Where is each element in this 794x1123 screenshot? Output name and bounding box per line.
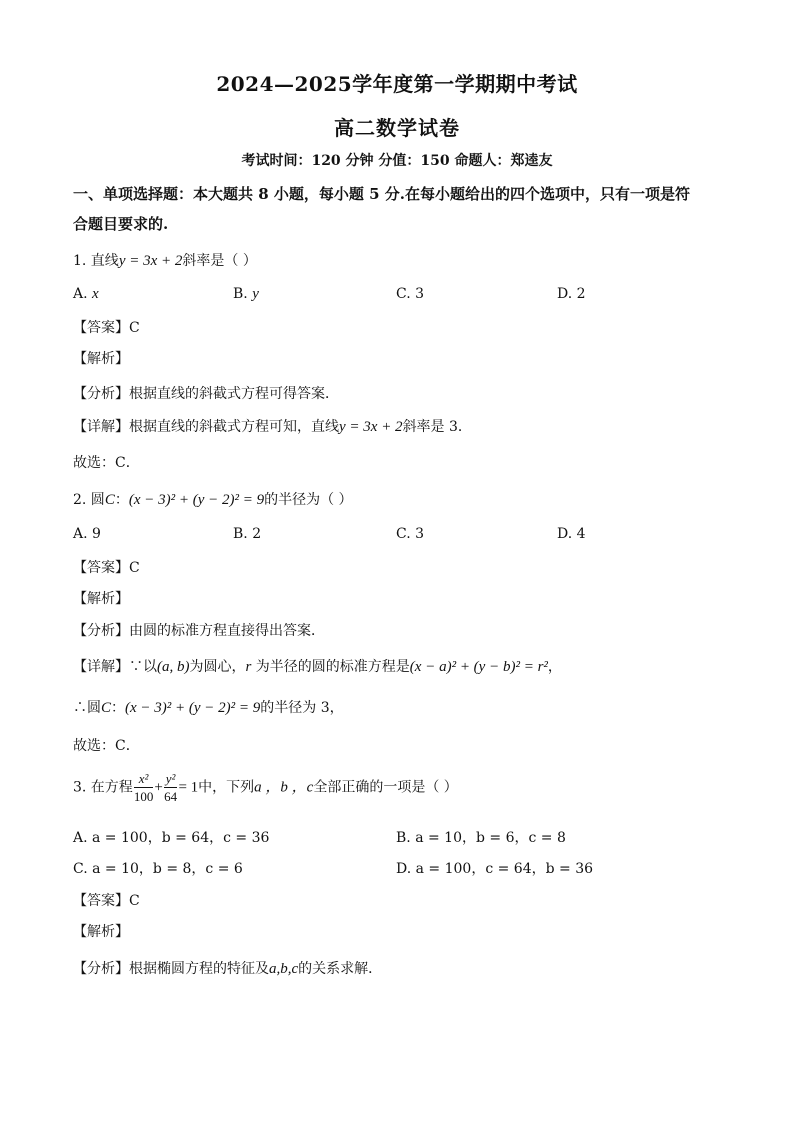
- q2-answer: 【答案】C: [73, 560, 140, 576]
- q3-option-c: C. a = 10，b = 8，c = 6: [73, 861, 243, 877]
- q1-stem: [73, 250, 257, 270]
- q1-eq: y = 3x + 2: [118, 253, 183, 269]
- q1-option-a: A. x: [73, 286, 99, 302]
- q1-tail: 斜率是（ ）: [182, 253, 257, 269]
- section-heading-line1: 一、单项选择题：本大题共 8 小题，每小题 5 分.在每小题给出的四个选项中，只有一项是符: [73, 185, 690, 203]
- q2-fenxi: 【分析】由圆的标准方程直接得出答案．: [73, 623, 325, 639]
- q1-answer: 【答案】C: [73, 320, 140, 336]
- exam-title: 2024—2025学年度第一学期期中考试: [216, 72, 578, 96]
- q2-choose: 故选：C．: [73, 738, 140, 754]
- q2-option-a: A. 9: [73, 526, 101, 542]
- exam-subtitle: 高二数学试卷: [334, 116, 460, 140]
- q1-num: 1. 直线: [73, 253, 119, 269]
- q1-option-d: D. 2: [557, 286, 586, 302]
- q1-detail: 【详解】根据直线的斜截式方程可知，直线y = 3x + 2斜率是 3．: [73, 419, 472, 435]
- q2-stem: 2. 圆C：(x − 3)² + (y − 2)² = 9的半径为（ ）: [73, 492, 353, 508]
- exam-meta: 考试时间：120 分钟 分值：150 命题人：郑逵友: [241, 153, 553, 169]
- q3-option-d: D. a = 100，c = 64，b = 36: [396, 861, 594, 877]
- q1-option-b: B. y: [233, 286, 259, 302]
- q2-detail: 【详解】∵以(a, b)为圆心，r 为半径的圆的标准方程是(x − a)² + (y − b)² = r²，: [73, 659, 562, 675]
- section-heading-line2: 合题目要求的.: [73, 215, 169, 233]
- q1-option-c: C. 3: [396, 286, 425, 302]
- q2-option-b: B. 2: [233, 526, 262, 542]
- q3-frac-y: $\frac{\text{y²}}{64}$: [164, 771, 178, 804]
- q2-option-c: C. 3: [396, 526, 425, 542]
- q3-option-a: A. a = 100，b = 64，c = 36: [73, 830, 270, 846]
- q3-fenxi: 【分析】根据椭圆方程的特征及a,b,c的关系求解．: [73, 961, 383, 977]
- q3-analysis-tag: 【解析】: [73, 924, 129, 940]
- q1-fenxi: 【分析】根据直线的斜截式方程可得答案．: [73, 386, 339, 402]
- q2-therefore: ∴圆C：(x − 3)² + (y − 2)² = 9的半径为 3，: [73, 700, 344, 716]
- q1-analysis-tag: 【解析】: [73, 351, 129, 367]
- q3-option-b: B. a = 10，b = 6，c = 8: [396, 830, 566, 846]
- q2-option-d: D. 4: [557, 526, 586, 542]
- q3-answer: 【答案】C: [73, 893, 140, 909]
- q2-analysis-tag: 【解析】: [73, 591, 129, 607]
- q1-choose: 故选：C．: [73, 455, 140, 471]
- q3-stem: 3. 在方程 $\frac{\text{x²}}{100}$ + $\frac{\text{y²}}{64}$ = 1中，下列a ，b ，c全部正确的一项是（ ）: [73, 771, 458, 804]
- q3-frac-x: $\frac{\text{x²}}{100}$: [133, 771, 154, 804]
